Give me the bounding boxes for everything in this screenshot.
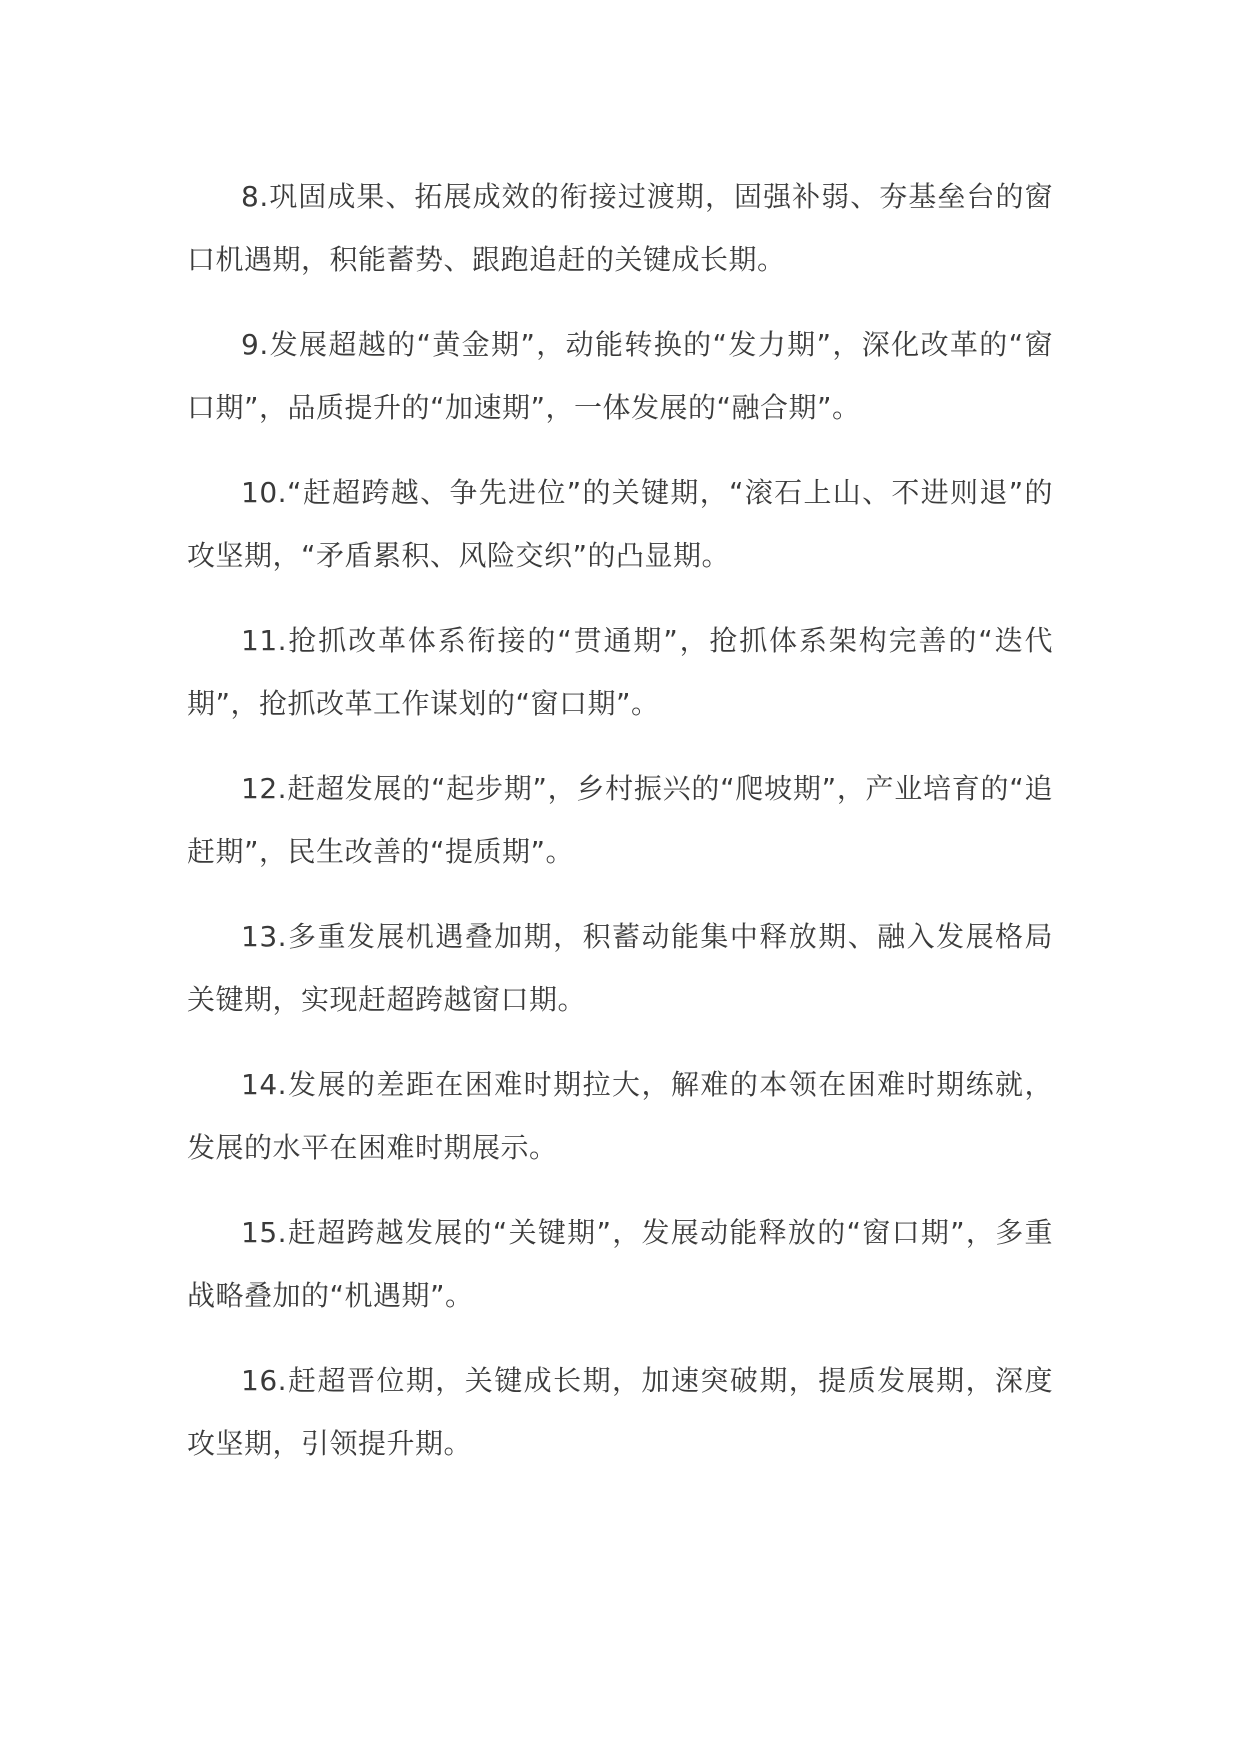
paragraph-16: 16.赶超晋位期，关键成长期，加速突破期，提质发展期，深度攻坚期，引领提升期。	[187, 1364, 1053, 1460]
paragraph-8: 8.巩固成果、拓展成效的衔接过渡期，固强补弱、夯基垒台的窗口机遇期，积能蓄势、跟跑追赶的关键成长期。	[187, 180, 1053, 276]
paragraph-12: 12.赶超发展的“起步期”，乡村振兴的“爬坡期”，产业培育的“追赶期”，民生改善的“提质期”。	[187, 772, 1053, 868]
paragraph-13: 13.多重发展机遇叠加期，积蓄动能集中释放期、融入发展格局关键期，实现赶超跨越窗口期。	[187, 920, 1053, 1016]
document-body	[187, 165, 1053, 1497]
paragraph-9: 9.发展超越的“黄金期”，动能转换的“发力期”，深化改革的“窗口期”，品质提升的“加速期”，一体发展的“融合期”。	[187, 328, 1053, 424]
paragraph-14: 14.发展的差距在困难时期拉大，解难的本领在困难时期练就，发展的水平在困难时期展示。	[187, 1068, 1053, 1164]
paragraph-10: 10.“赶超跨越、争先进位”的关键期，“滚石上山、不进则退”的攻坚期，“矛盾累积、风险交织”的凸显期。	[187, 476, 1053, 572]
paragraph-15: 15.赶超跨越发展的“关键期”，发展动能释放的“窗口期”，多重战略叠加的“机遇期”。	[187, 1216, 1053, 1312]
paragraph-11: 11.抢抓改革体系衔接的“贯通期”，抢抓体系架构完善的“迭代期”，抢抓改革工作谋划的“窗口期”。	[187, 624, 1053, 720]
